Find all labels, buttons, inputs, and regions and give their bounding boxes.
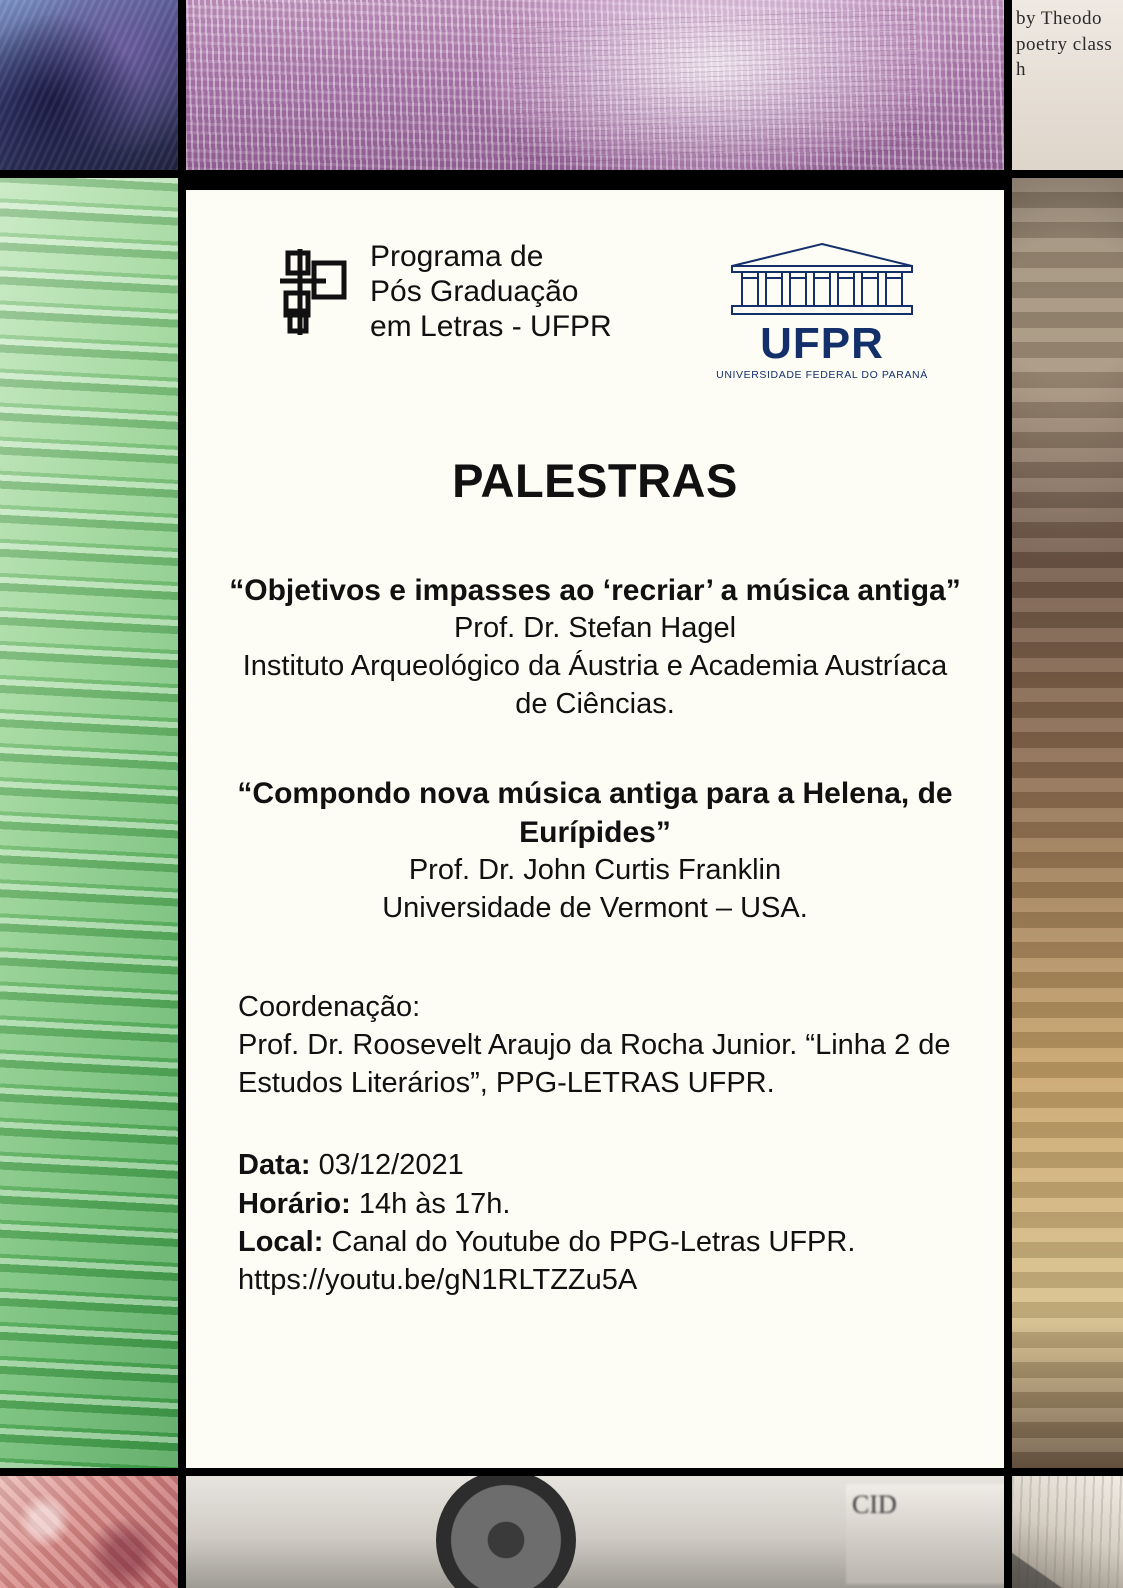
lecture-2-speaker: Prof. Dr. John Curtis Franklin	[408, 854, 782, 887]
event-place-value: Canal do Youtube do PPG-Letras UFPR.	[331, 1225, 856, 1258]
lecture-1	[224, 572, 966, 723]
photo-strip-bottom-right	[1012, 1476, 1123, 1588]
program-line-1: Programa de	[370, 240, 544, 273]
event-time-label: Horário:	[238, 1187, 351, 1220]
event-details	[224, 1146, 966, 1299]
poster-card	[186, 190, 1004, 1468]
vinyl-disc-image	[436, 1476, 576, 1588]
lecture-2-title: “Compondo nova música antiga para a Helena, de Eurípides”	[237, 777, 953, 849]
photo-strip-bottom-left	[0, 1476, 178, 1588]
coordination-label: Coordenação:	[238, 990, 421, 1023]
ufpr-subtitle: UNIVERSIDADE FEDERAL DO PARANÁ	[716, 369, 928, 381]
coordination-text: Prof. Dr. Roosevelt Araujo da Rocha Junior. “Linha 2 de Estudos Literários”, PPG-LETRAS UFPR.	[238, 1028, 951, 1100]
event-date-row	[238, 1146, 966, 1184]
event-stream-link[interactable]: https://youtu.be/gN1RLTZZu5A	[238, 1264, 638, 1297]
lecture-1-affiliation: Instituto Arqueológico da Áustria e Academia Austríaca de Ciências.	[242, 650, 948, 720]
lecture-2	[224, 775, 966, 927]
photo-strip-left-green-books	[0, 178, 178, 1468]
photo-strip-top-right	[1012, 0, 1123, 170]
lecture-1-title: “Objetivos e impasses ao ‘recriar’ a música antiga”	[229, 574, 961, 607]
program-brand	[280, 240, 612, 344]
ufpr-acronym: UFPR	[760, 319, 884, 368]
photo-strip-top-left	[0, 0, 178, 170]
photo-strip-bottom-center	[186, 1476, 1004, 1588]
program-name	[370, 240, 612, 344]
photo-strip-right-auditorium	[1012, 178, 1123, 1468]
top-right-photo-text: by Theodo poetry class h	[1016, 8, 1113, 81]
program-line-3: em Letras - UFPR	[370, 309, 612, 343]
photo-strip-top-books	[186, 0, 1004, 170]
poster-header	[224, 230, 966, 381]
coordination-block	[224, 988, 966, 1103]
event-time-value: 14h às 17h.	[358, 1187, 511, 1220]
open-book-image	[483, 0, 949, 170]
lecture-1-speaker: Prof. Dr. Stefan Hagel	[453, 612, 737, 645]
event-place-row	[238, 1223, 966, 1261]
ufpr-logo	[706, 240, 938, 381]
event-date-label: Data:	[238, 1149, 311, 1182]
ppg-logo-icon	[280, 249, 352, 335]
event-date-value: 03/12/2021	[318, 1149, 464, 1182]
page-title: PALESTRAS	[452, 454, 738, 507]
program-line-2: Pós Graduação	[370, 274, 579, 308]
lecture-2-affiliation: Universidade de Vermont – USA.	[382, 891, 808, 924]
event-time-row	[238, 1185, 966, 1223]
ufpr-building-icon	[706, 240, 938, 320]
event-place-label: Local:	[238, 1225, 324, 1258]
bottom-blur-text: CID	[846, 1484, 1004, 1584]
